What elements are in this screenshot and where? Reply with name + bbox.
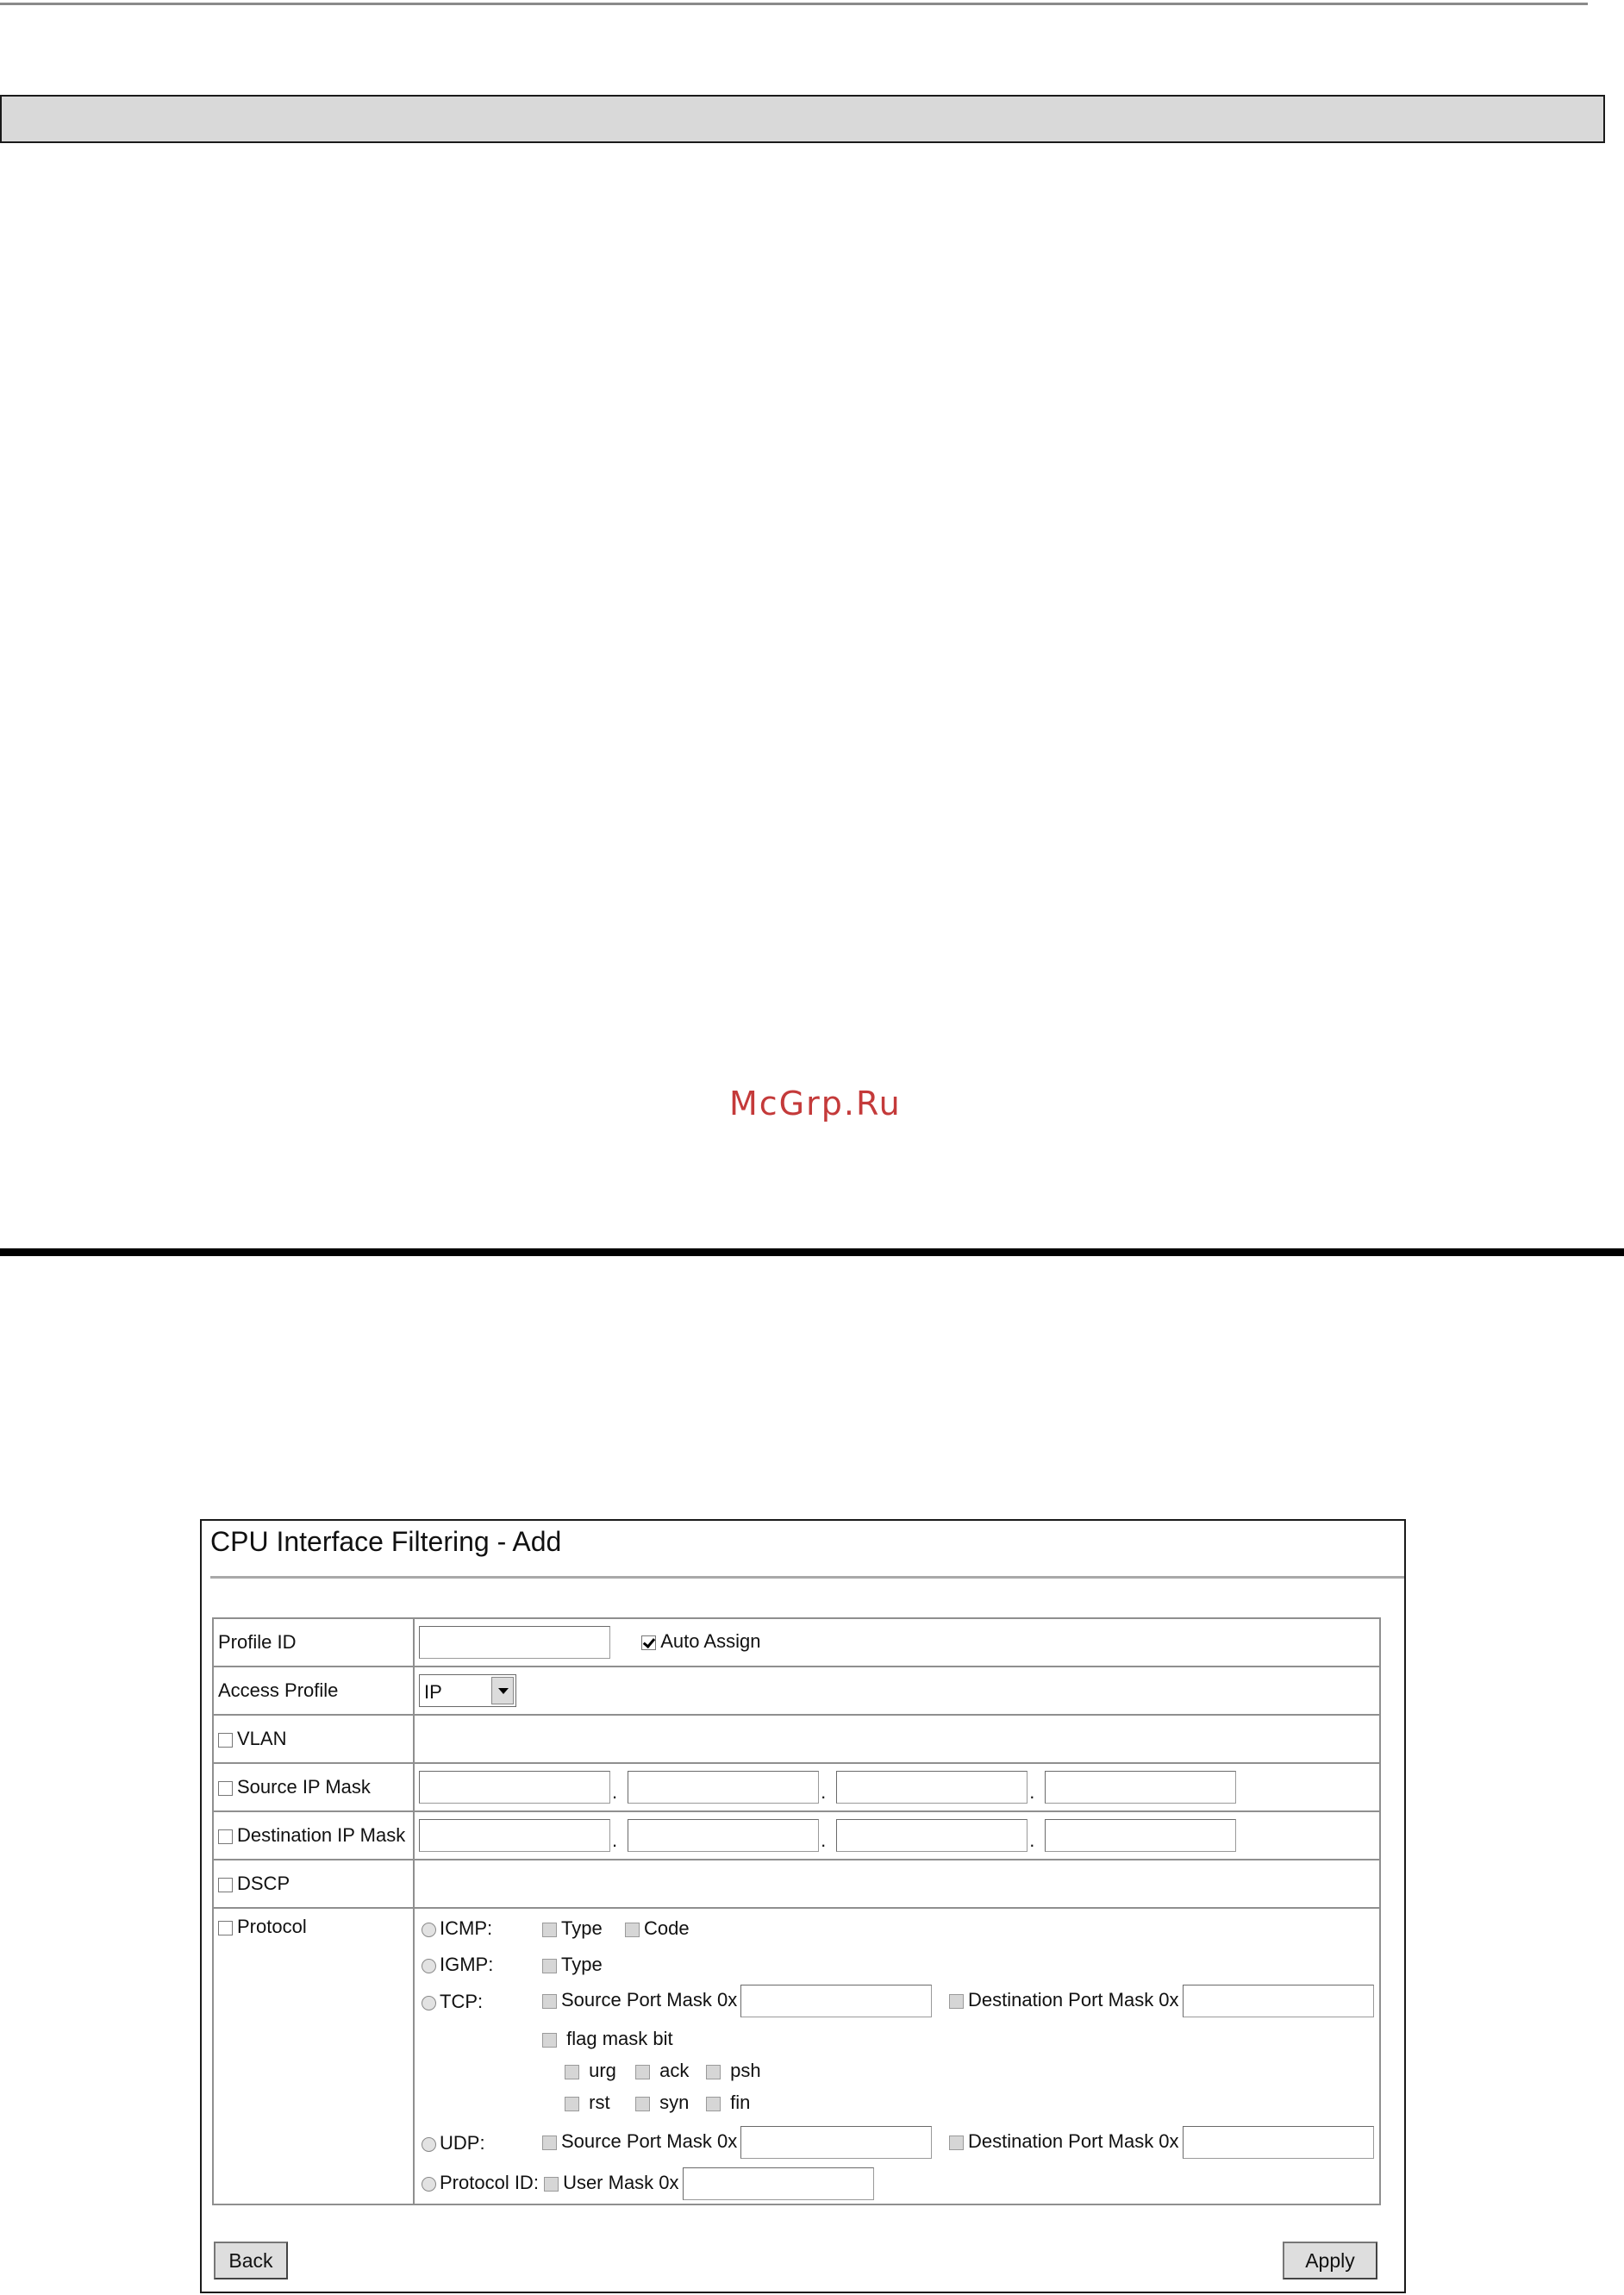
ip-dot: . [612, 1781, 618, 1803]
auto-assign-checkbox[interactable] [641, 1635, 656, 1650]
ip-dot: . [1029, 1829, 1035, 1851]
tcp-destination-port-mask [949, 1985, 1374, 2017]
tcp-destination-port-input[interactable] [1183, 1985, 1374, 2017]
row-vlan [213, 1715, 1380, 1763]
tcp-source-port-input[interactable] [740, 1985, 932, 2017]
udp-radio[interactable] [422, 2137, 436, 2152]
flag-syn-label: syn [659, 2092, 690, 2113]
destination-ip-octet-3[interactable] [836, 1819, 1027, 1852]
flag-urg-label: urg [589, 2060, 616, 2081]
flag-rst-checkbox[interactable] [565, 2097, 579, 2111]
ip-dot: . [612, 1829, 618, 1851]
destination-ip-octet-4[interactable] [1045, 1819, 1236, 1852]
row-destination-ip-mask [213, 1811, 1380, 1860]
source-ip-mask-inputs [414, 1763, 1380, 1811]
udp-label: UDP: [440, 2132, 485, 2154]
protocol-id-label: Protocol ID: [440, 2171, 539, 2193]
icmp-code-option[interactable] [625, 1917, 690, 1940]
flag-psh-checkbox[interactable] [706, 2065, 721, 2079]
icmp-type-checkbox[interactable] [542, 1923, 557, 1937]
vlan-label: VLAN [237, 1728, 287, 1749]
dscp-value-cell [414, 1860, 1380, 1908]
source-ip-mask-checkbox[interactable] [218, 1781, 233, 1796]
udp-source-port-mask [542, 2126, 932, 2159]
protocol-options [414, 1908, 1380, 2204]
access-profile-cell [414, 1667, 1380, 1715]
title-divider [210, 1576, 1404, 1579]
igmp-radio[interactable] [422, 1959, 436, 1973]
watermark: McGrp.Ru [729, 1085, 902, 1122]
icmp-code-checkbox[interactable] [625, 1923, 640, 1937]
user-mask-input[interactable] [683, 2167, 874, 2200]
flag-ack[interactable] [635, 2060, 689, 2082]
top-rule [0, 3, 1588, 5]
source-ip-mask-label: Source IP Mask [237, 1776, 371, 1798]
cpu-interface-filtering-panel [200, 1519, 1406, 2293]
tcp-source-port-checkbox[interactable] [542, 1994, 557, 2009]
row-dscp [213, 1860, 1380, 1908]
destination-ip-mask-cell [213, 1811, 414, 1860]
vlan-value-cell [414, 1715, 1380, 1763]
flag-syn[interactable] [635, 2092, 689, 2114]
tcp-radio[interactable] [422, 1996, 436, 2010]
flag-urg[interactable] [565, 2060, 616, 2082]
icmp-type-label: Type [561, 1917, 603, 1939]
flag-rst-label: rst [589, 2092, 610, 2113]
flag-rst[interactable] [565, 2092, 610, 2114]
icmp-code-label: Code [644, 1917, 690, 1939]
filter-form-table [212, 1617, 1381, 2205]
igmp-type-option[interactable] [542, 1954, 603, 1976]
protocol-checkbox[interactable] [218, 1921, 233, 1935]
destination-ip-mask-checkbox[interactable] [218, 1829, 233, 1844]
icmp-type-option[interactable] [542, 1917, 603, 1940]
user-mask-label: User Mask 0x [563, 2171, 679, 2193]
flag-fin-label: fin [730, 2092, 751, 2113]
access-profile-value: IP [424, 1681, 442, 1703]
flag-ack-label: ack [659, 2060, 690, 2081]
source-ip-octet-4[interactable] [1045, 1771, 1236, 1804]
icmp-label: ICMP: [440, 1917, 493, 1939]
source-ip-octet-3[interactable] [836, 1771, 1027, 1804]
protocol-id-option [422, 2167, 874, 2200]
tcp-destination-port-checkbox[interactable] [949, 1994, 964, 2009]
udp-source-port-input[interactable] [740, 2126, 932, 2159]
user-mask-checkbox[interactable] [544, 2177, 559, 2192]
icmp-radio[interactable] [422, 1923, 436, 1937]
dscp-label: DSCP [237, 1873, 290, 1894]
udp-source-port-checkbox[interactable] [542, 2136, 557, 2150]
back-button[interactable]: Back [214, 2242, 288, 2279]
flag-mask-bit-label: flag mask bit [566, 2028, 673, 2049]
igmp-type-label: Type [561, 1954, 603, 1975]
vlan-cell [213, 1715, 414, 1763]
flag-urg-checkbox[interactable] [565, 2065, 579, 2079]
destination-ip-octet-1[interactable] [419, 1819, 610, 1852]
row-protocol [213, 1908, 1380, 2204]
udp-source-port-label: Source Port Mask 0x [561, 2129, 738, 2152]
igmp-option[interactable] [422, 1954, 493, 1976]
protocol-id-radio[interactable] [422, 2177, 436, 2192]
tcp-option[interactable] [422, 1991, 483, 2013]
vlan-checkbox[interactable] [218, 1733, 233, 1748]
flag-psh[interactable] [706, 2060, 761, 2082]
tcp-source-port-mask [542, 1985, 932, 2017]
chevron-down-icon[interactable] [491, 1677, 514, 1704]
row-access-profile [213, 1667, 1380, 1715]
auto-assign-label: Auto Assign [660, 1629, 761, 1652]
tcp-label: TCP: [440, 1991, 484, 2012]
profile-id-input[interactable] [419, 1626, 610, 1659]
icmp-option[interactable] [422, 1917, 492, 1940]
flag-fin[interactable] [706, 2092, 750, 2114]
tcp-flag-mask-bit[interactable] [542, 2028, 673, 2050]
flag-syn-checkbox[interactable] [635, 2097, 650, 2111]
access-profile-label: Access Profile [213, 1667, 414, 1715]
udp-destination-port-mask [949, 2126, 1374, 2159]
destination-ip-mask-inputs [414, 1811, 1380, 1860]
section-header-bar [0, 95, 1605, 143]
flag-ack-checkbox[interactable] [635, 2065, 650, 2079]
dscp-checkbox[interactable] [218, 1878, 233, 1892]
tcp-destination-port-label: Destination Port Mask 0x [968, 1988, 1179, 2010]
flag-psh-label: psh [730, 2060, 761, 2081]
protocol-cell [213, 1908, 414, 2204]
row-source-ip-mask [213, 1763, 1380, 1811]
apply-button[interactable]: Apply [1283, 2242, 1377, 2279]
profile-id-cell [414, 1618, 1380, 1667]
igmp-label: IGMP: [440, 1954, 494, 1975]
source-ip-octet-2[interactable] [628, 1771, 819, 1804]
access-profile-select[interactable] [419, 1674, 516, 1707]
dscp-cell [213, 1860, 414, 1908]
ip-dot: . [821, 1829, 827, 1851]
section-divider [0, 1248, 1624, 1256]
row-profile-id [213, 1618, 1380, 1667]
profile-id-label: Profile ID [213, 1618, 414, 1667]
page-title: CPU Interface Filtering - Add [210, 1526, 562, 1557]
igmp-type-checkbox[interactable] [542, 1959, 557, 1973]
destination-ip-mask-label: Destination IP Mask [237, 1824, 406, 1846]
flag-mask-bit-checkbox[interactable] [542, 2033, 557, 2048]
udp-destination-port-label: Destination Port Mask 0x [968, 2129, 1179, 2152]
destination-ip-octet-2[interactable] [628, 1819, 819, 1852]
source-ip-octet-1[interactable] [419, 1771, 610, 1804]
udp-option[interactable] [422, 2132, 485, 2154]
ip-dot: . [1029, 1781, 1035, 1803]
protocol-label: Protocol [237, 1916, 307, 1937]
flag-fin-checkbox[interactable] [706, 2097, 721, 2111]
ip-dot: . [821, 1781, 827, 1803]
tcp-source-port-label: Source Port Mask 0x [561, 1988, 738, 2010]
source-ip-mask-cell [213, 1763, 414, 1811]
udp-destination-port-input[interactable] [1183, 2126, 1374, 2159]
udp-destination-port-checkbox[interactable] [949, 2136, 964, 2150]
